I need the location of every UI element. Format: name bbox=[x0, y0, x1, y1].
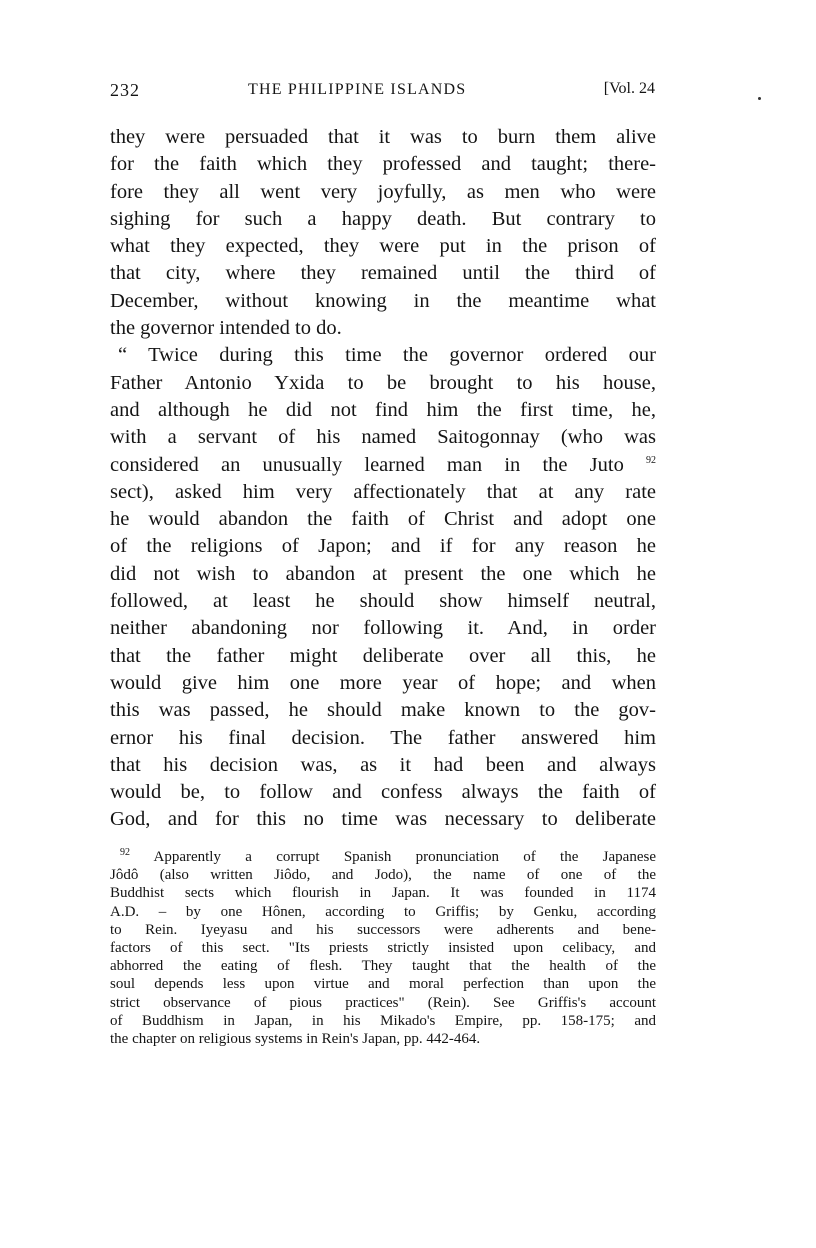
text-line: he would abandon the faith of Christ and adopt one bbox=[110, 508, 656, 531]
text-line: did not wish to abandon at present the one which he bbox=[110, 562, 656, 585]
text-line: what they expected, they were put in the prison of bbox=[110, 235, 656, 258]
footnote-line: the chapter on religious systems in Rein's Japan, pp. 442-464. bbox=[110, 1030, 481, 1047]
text-line: would be, to follow and confess always the faith of bbox=[110, 781, 656, 804]
footnote-line: Buddhist sects which flourish in Japan. It was founded in 1174 bbox=[110, 885, 656, 902]
text-line: fore they all went very joyfully, as men who were bbox=[110, 180, 656, 203]
main-text bbox=[110, 124, 656, 834]
text-line-with-footnote-ref bbox=[110, 452, 656, 479]
page-number: 232 bbox=[110, 80, 140, 100]
text-line: God, and for this no time was necessary to deliberate bbox=[110, 808, 656, 831]
running-title: THE PHILIPPINE ISLANDS bbox=[248, 81, 467, 98]
text-line: sighing for such a happy death. But contrary to bbox=[110, 207, 656, 230]
text-line: that the father might deliberate over all this, he bbox=[110, 644, 656, 667]
footnote-line: abhorred the eating of flesh. They taught that the health of the bbox=[110, 958, 656, 975]
footnote-line: to Rein. Iyeyasu and his successors were adherents and bene- bbox=[110, 921, 656, 938]
text-line: and although he did not find him the first time, he, bbox=[110, 398, 656, 421]
footnote-line: Jôdô (also written Jiôdo, and Jodo), the name of one of the bbox=[110, 867, 656, 884]
text-line: neither abandoning nor following it. And, in order bbox=[110, 617, 656, 640]
text-line: followed, at least he should show himself neutral, bbox=[110, 590, 656, 613]
footnote-reference[interactable]: 92 bbox=[646, 454, 657, 466]
footnote-line: factors of this sect. "Its priests strictly insisted upon celibacy, and bbox=[110, 939, 656, 956]
text-line: that his decision was, as it had been and always bbox=[110, 753, 656, 776]
footnote-line: strict observance of pious practices" (Rein). See Griffis's account bbox=[110, 994, 656, 1011]
text-line: this was passed, he should make known to the gov- bbox=[110, 699, 656, 722]
footnote-marker: 92 bbox=[120, 847, 130, 858]
footnote-line: of Buddhism in Japan, in his Mikado's Empire, pp. 158-175; and bbox=[110, 1012, 656, 1029]
text-line: December, without knowing in the meantime what bbox=[110, 289, 656, 312]
text-line: Father Antonio Yxida to be brought to his house, bbox=[110, 371, 656, 394]
text-line: with a servant of his named Saitogonnay (who was bbox=[110, 426, 656, 449]
footnote-text: Apparently a corrupt Spanish pronunciation of the Japanese bbox=[153, 849, 656, 865]
footnote-line: soul depends less upon virtue and moral perfection than upon the bbox=[110, 976, 656, 993]
footnote-line: A.D. – by one Hônen, according to Griffis; by Genku, according bbox=[110, 903, 656, 920]
text-line: sect), asked him very affectionately that at any rate bbox=[110, 480, 656, 503]
text-line: the governor intended to do. bbox=[110, 317, 342, 340]
footnote-block bbox=[110, 848, 656, 1048]
print-speck bbox=[758, 97, 761, 100]
text-line: for the faith which they professed and taught; there- bbox=[110, 153, 656, 176]
text-line: ernor his final decision. The father answered him bbox=[110, 726, 656, 749]
text-line: they were persuaded that it was to burn them alive bbox=[110, 126, 656, 148]
text-line: considered an unusually learned man in the Juto bbox=[110, 453, 624, 476]
volume-label: [Vol. 24 bbox=[603, 80, 655, 97]
text-line: of the religions of Japon; and if for any reason he bbox=[110, 535, 656, 558]
text-line: that city, where they remained until the third of bbox=[110, 262, 656, 285]
text-line: “ Twice during this time the governor ordered our bbox=[118, 344, 656, 367]
footnote-line bbox=[110, 848, 656, 866]
text-line: would give him one more year of hope; and when bbox=[110, 671, 656, 694]
page-header bbox=[110, 80, 655, 104]
